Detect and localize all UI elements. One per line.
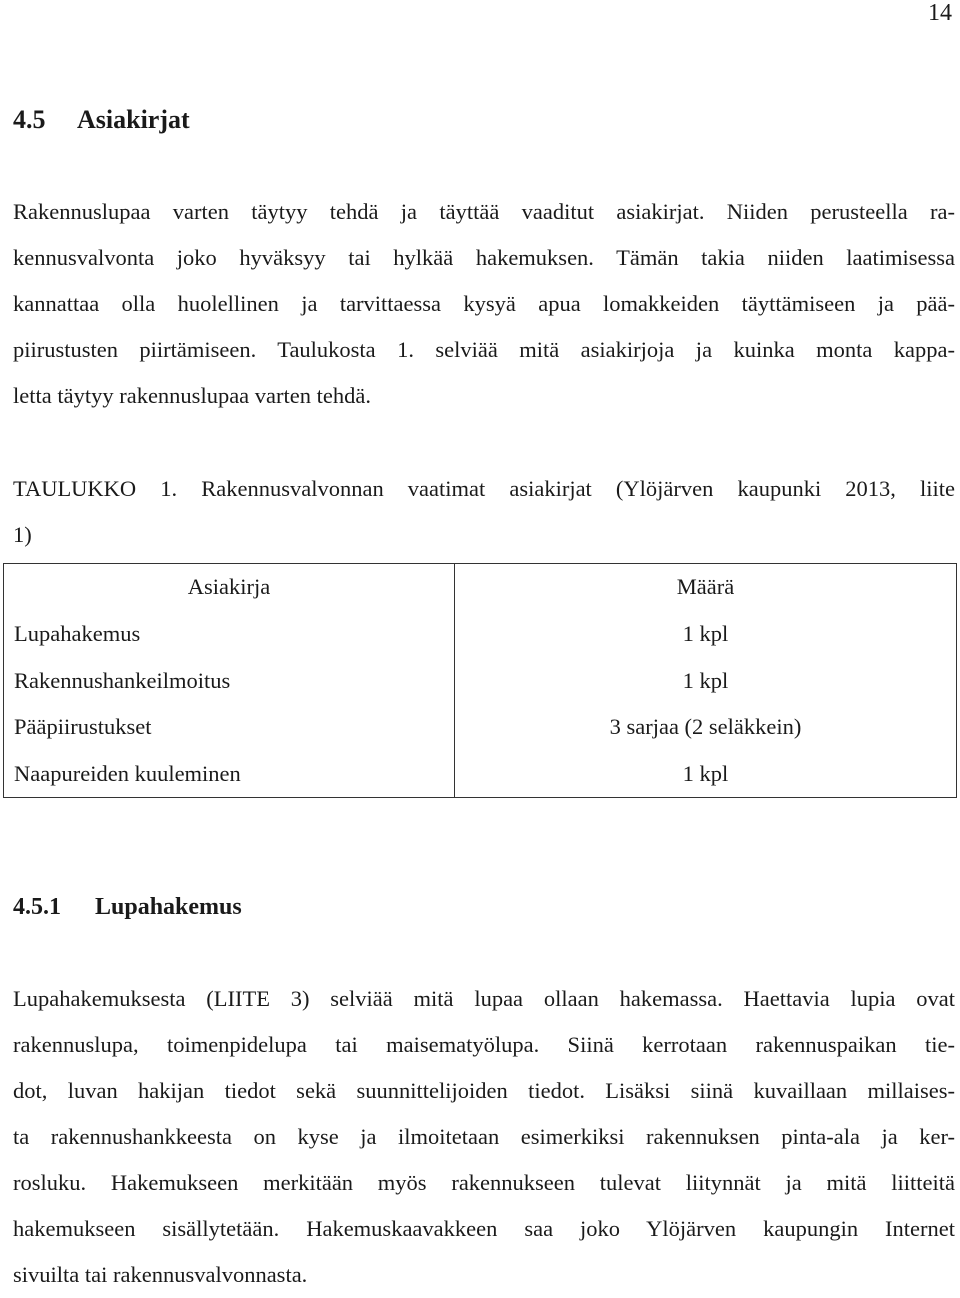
table-cell-document: Pääpiirustukset [4, 704, 455, 751]
paragraph-line: kennusvalvonta joko hyväksyy tai hylkää hakemuksen. Tämän takia niiden laatimisessa [13, 245, 955, 270]
column-header-quantity: Määrä [455, 564, 957, 611]
table-caption [13, 466, 955, 558]
table-header-row [4, 564, 957, 611]
table-cell-quantity: 3 sarjaa (2 seläkkein) [455, 704, 957, 751]
paragraph-line: Rakennuslupaa varten täytyy tehdä ja täyttää vaaditut asiakirjat. Niiden perusteella ra- [13, 199, 955, 224]
table-cell-quantity: 1 kpl [455, 657, 957, 704]
body-paragraph [13, 976, 955, 1298]
paragraph-line: rakennuslupa, toimenpidelupa tai maisematyölupa. Siinä kerrotaan rakennuspaikan tie- [13, 1032, 955, 1057]
documents-table [3, 563, 957, 798]
paragraph-line: hakemukseen sisällytetään. Hakemuskaavakkeen saa joko Ylöjärven kaupungin Internet [13, 1216, 955, 1241]
paragraph-line: ta rakennushankkeesta on kyse ja ilmoitetaan esimerkiksi rakennuksen pinta-ala ja ker- [13, 1124, 955, 1149]
table-row [4, 611, 957, 658]
subsection-heading [13, 892, 242, 922]
paragraph-line: Lupahakemuksesta (LIITE 3) selviää mitä lupaa ollaan hakemassa. Haettavia lupia ovat [13, 986, 955, 1011]
section-number: 4.5 [13, 105, 46, 134]
paragraph-line: rosluku. Hakemukseen merkitään myös rakennukseen tulevat liitynnät ja mitä liitteitä [13, 1170, 955, 1195]
intro-paragraph [13, 189, 955, 419]
column-header-document: Asiakirja [4, 564, 455, 611]
paragraph-line: sivuilta tai rakennusvalvonnasta. [13, 1262, 308, 1287]
table-cell-document: Lupahakemus [4, 611, 455, 658]
table-cell-quantity: 1 kpl [455, 611, 957, 658]
paragraph-line: letta täytyy rakennuslupaa varten tehdä. [13, 383, 371, 408]
subsection-number: 4.5.1 [13, 894, 61, 920]
table-cell-document: Rakennushankeilmoitus [4, 657, 455, 704]
section-title: Asiakirjat [77, 105, 190, 134]
paragraph-line: kannattaa olla huolellinen ja tarvittaessa kysyä apua lomakkeiden täyttämiseen ja pää- [13, 291, 955, 316]
caption-line: 1) [13, 522, 32, 547]
page-number: 14 [928, 0, 952, 26]
table-row [4, 657, 957, 704]
paragraph-line: piirustusten piirtämiseen. Taulukosta 1. selviää mitä asiakirjoja ja kuinka monta kappa- [13, 337, 955, 362]
caption-line: TAULUKKO 1. Rakennusvalvonnan vaatimat asiakirjat (Ylöjärven kaupunki 2013, liite [13, 476, 955, 501]
subsection-title: Lupahakemus [95, 894, 242, 920]
table-cell-quantity: 1 kpl [455, 751, 957, 798]
section-heading [13, 104, 190, 136]
table-row [4, 751, 957, 798]
table-row [4, 704, 957, 751]
table-cell-document: Naapureiden kuuleminen [4, 751, 455, 798]
paragraph-line: dot, luvan hakijan tiedot sekä suunnittelijoiden tiedot. Lisäksi siinä kuvaillaan millaises- [13, 1078, 955, 1103]
